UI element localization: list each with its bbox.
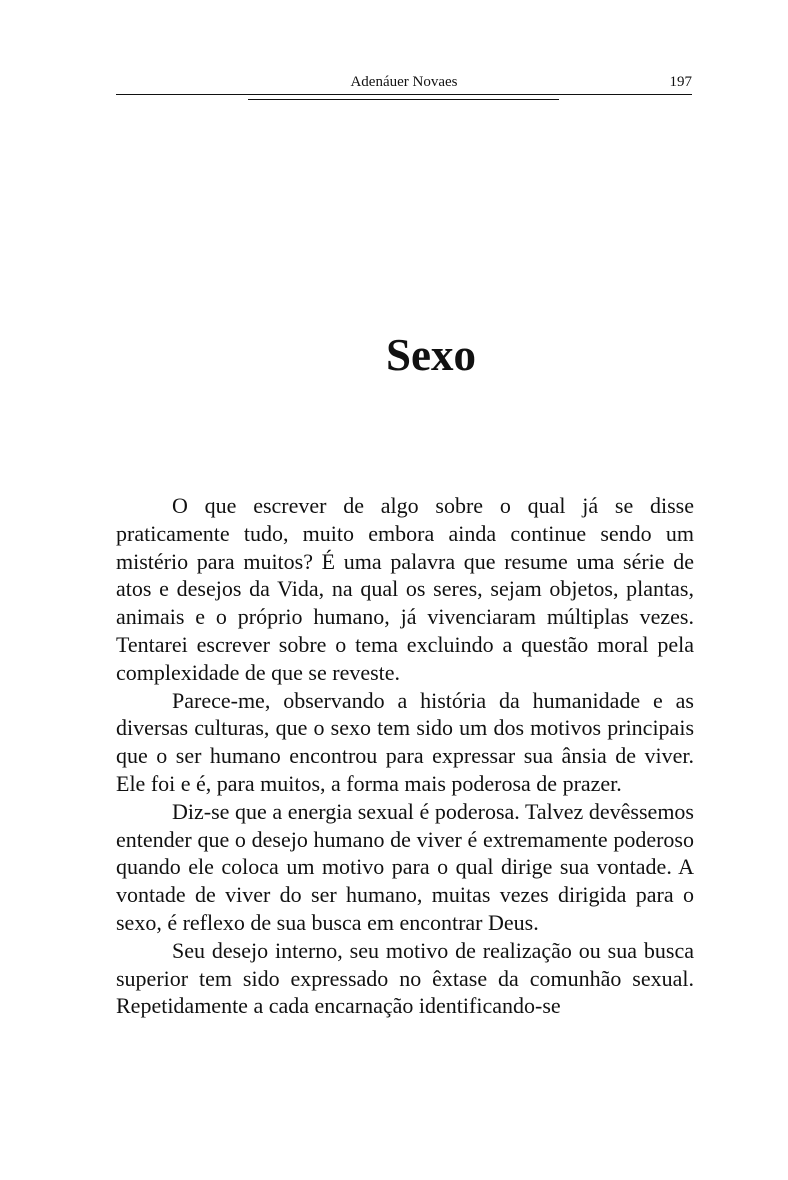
running-header [116,72,692,95]
chapter-body [116,492,694,1020]
page-number: 197 [669,74,692,90]
chapter-title: Sexo [386,330,476,380]
paragraph-4: Seu desejo interno, seu motivo de realização ou sua busca superior tem sido expressado no êxtase da comunhão sexual. Repetidamente a cada encarnação identificando-se [116,937,694,1019]
paragraph-2: Parece-me, observando a história da humanidade e as diversas culturas, que o sexo tem sido um dos motivos principais que o ser humano encontrou para expressar sua ânsia de viver. Ele foi e é, para muitos, a forma mais poderosa de prazer. [116,687,694,796]
header-divider [248,99,559,100]
header-author: Adenáuer Novaes [350,74,458,90]
paragraph-3: Diz-se que a energia sexual é poderosa. Talvez devêssemos entender que o desejo humano de viver é extremamente poderoso quando ele coloca um motivo para o qual dirige sua vontade. A vontade de viver do ser humano, muitas vezes dirigida para o sexo, é reflexo de sua busca em encontrar Deus. [116,798,694,935]
paragraph-1: O que escrever de algo sobre o qual já se disse praticamente tudo, muito embora ainda continue sendo um mistério para muitos? É uma palavra que resume uma série de atos e desejos da Vida, na qual os seres, sejam objetos, plantas, animais e o próprio humano, já vivenciaram múltiplas vezes. Tentarei escrever sobre o tema excluindo a questão moral pela complexidade de que se reveste. [116,493,694,685]
